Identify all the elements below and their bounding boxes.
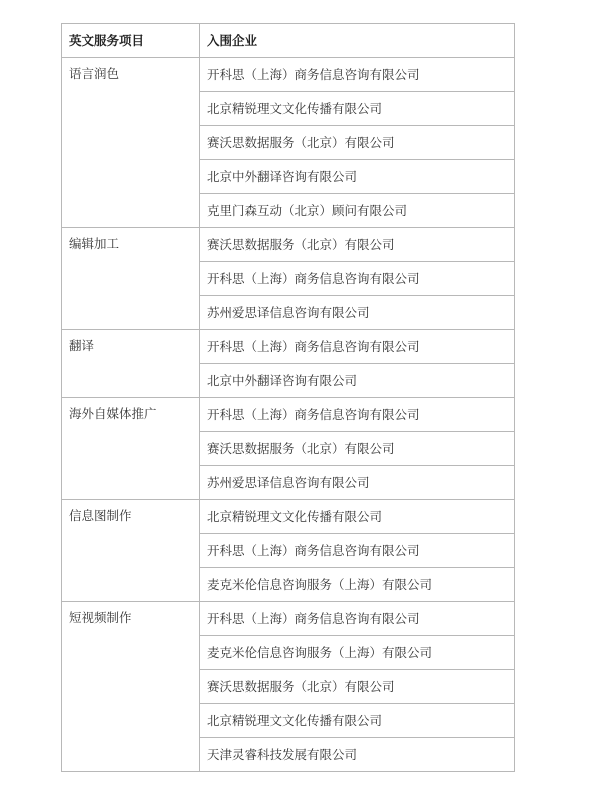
company-cell: 开科思（上海）商务信息咨询有限公司: [200, 602, 515, 636]
company-cell: 麦克米伦信息咨询服务（上海）有限公司: [200, 568, 515, 602]
company-cell: 北京精锐理文文化传播有限公司: [200, 704, 515, 738]
table-row: [62, 398, 515, 432]
service-cell: 翻译: [62, 330, 200, 398]
company-cell: 苏州爱思译信息咨询有限公司: [200, 466, 515, 500]
service-cell: 短视频制作: [62, 602, 200, 772]
service-cell: 信息图制作: [62, 500, 200, 602]
header-service: 英文服务项目: [62, 24, 200, 58]
table-row: [62, 500, 515, 534]
company-cell: 天津灵睿科技发展有限公司: [200, 738, 515, 772]
company-cell: 北京精锐理文文化传播有限公司: [200, 500, 515, 534]
company-cell: 北京中外翻译咨询有限公司: [200, 160, 515, 194]
company-cell: 开科思（上海）商务信息咨询有限公司: [200, 330, 515, 364]
service-cell: 海外自媒体推广: [62, 398, 200, 500]
company-cell: 开科思（上海）商务信息咨询有限公司: [200, 398, 515, 432]
company-cell: 北京精锐理文文化传播有限公司: [200, 92, 515, 126]
table-row: [62, 58, 515, 92]
table-row: [62, 228, 515, 262]
header-company: 入围企业: [200, 24, 515, 58]
company-cell: 苏州爱思译信息咨询有限公司: [200, 296, 515, 330]
table-row: [62, 330, 515, 364]
header-row: [62, 24, 515, 58]
company-cell: 北京中外翻译咨询有限公司: [200, 364, 515, 398]
table-row: [62, 602, 515, 636]
company-cell: 克里门森互动（北京）顾问有限公司: [200, 194, 515, 228]
company-cell: 开科思（上海）商务信息咨询有限公司: [200, 262, 515, 296]
company-cell: 赛沃思数据服务（北京）有限公司: [200, 126, 515, 160]
company-cell: 开科思（上海）商务信息咨询有限公司: [200, 534, 515, 568]
company-cell: 赛沃思数据服务（北京）有限公司: [200, 228, 515, 262]
service-cell: 语言润色: [62, 58, 200, 228]
company-cell: 赛沃思数据服务（北京）有限公司: [200, 670, 515, 704]
company-cell: 麦克米伦信息咨询服务（上海）有限公司: [200, 636, 515, 670]
service-cell: 编辑加工: [62, 228, 200, 330]
service-vendor-table: [61, 23, 515, 772]
table-body: [62, 58, 515, 772]
company-cell: 开科思（上海）商务信息咨询有限公司: [200, 58, 515, 92]
company-cell: 赛沃思数据服务（北京）有限公司: [200, 432, 515, 466]
